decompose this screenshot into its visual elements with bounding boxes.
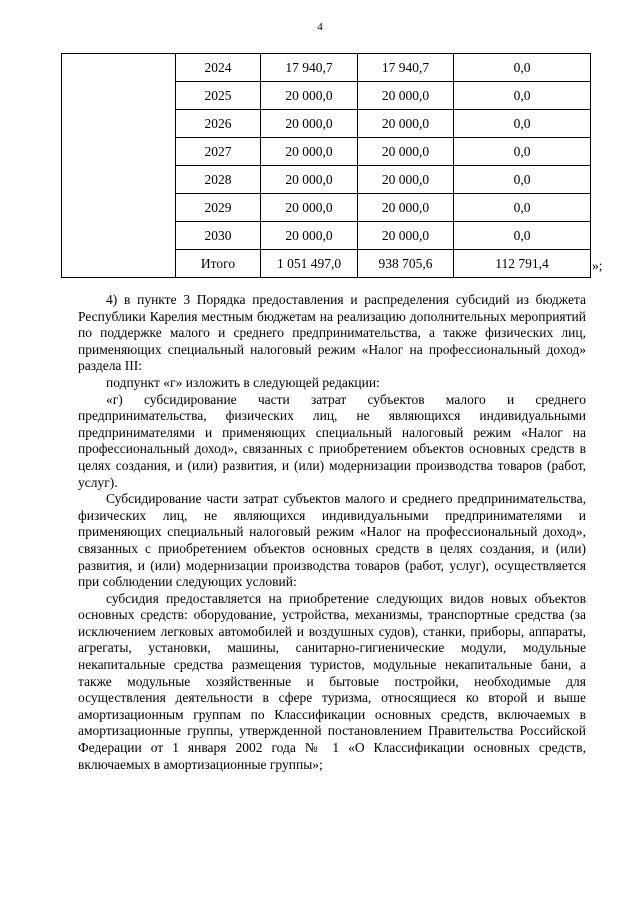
closing-quote: »;: [592, 258, 603, 273]
value-cell: 20 000,0: [358, 110, 454, 138]
value-cell: 20 000,0: [358, 82, 454, 110]
value-cell: 20 000,0: [358, 194, 454, 222]
budget-table: [61, 53, 591, 278]
value-cell: 938 705,6: [358, 250, 454, 278]
value-cell: 0,0: [454, 194, 591, 222]
empty-cell: [62, 54, 176, 278]
year-cell: 2029: [176, 194, 261, 222]
value-cell: 17 940,7: [261, 54, 358, 82]
value-cell: 0,0: [454, 82, 591, 110]
value-cell: 20 000,0: [261, 82, 358, 110]
value-cell: 0,0: [454, 110, 591, 138]
year-cell: 2028: [176, 166, 261, 194]
paragraph: «г) субсидирование части затрат субъектов малого и среднего предпринимательства, физических лиц, не являющихся индивидуальными предпринимателями и применяющих специальный налоговый режим «Налог на профессиональный доход», связанных с приобретением объектов основных средств в целях создания, и (или) развития, и (или) модернизации производства товаров (работ, услуг).: [78, 391, 586, 490]
value-cell: 20 000,0: [358, 138, 454, 166]
value-cell: 20 000,0: [261, 166, 358, 194]
value-cell: 20 000,0: [261, 194, 358, 222]
year-cell: 2026: [176, 110, 261, 138]
value-cell: 20 000,0: [261, 110, 358, 138]
year-cell: 2027: [176, 138, 261, 166]
year-cell: 2024: [176, 54, 261, 82]
value-cell: 0,0: [454, 138, 591, 166]
document-text: [78, 292, 586, 773]
paragraph: подпункт «г» изложить в следующей редакции:: [106, 374, 380, 390]
paragraph: субсидия предоставляется на приобретение следующих видов новых объектов основных средств: оборудование, устройства, механизмы, транспортные средства (за исключением легковых автомобилей и воздушных судов), станки, приборы, аппараты, агрегаты, установки, машины, санитарно-гигиенические модули, модульные некапитальные средства размещения туристов, модульные некапитальные бани, а также модульные хозяйственные и бытовые постройки, необходимые для осуществления деятельности в сфере туризма, относящиеся ко второй и выше амортизационным группам по Классификации основных средств, включаемых в амортизационные группы, утвержденной постановлением Правительства Российской Федерации от 1 января 2002 года № 1 «О Классификации основных средств, включаемых в амортизационные группы»;: [78, 590, 586, 772]
page-number: 4: [317, 21, 323, 33]
value-cell: 1 051 497,0: [261, 250, 358, 278]
value-cell: 20 000,0: [261, 138, 358, 166]
value-cell: 20 000,0: [358, 222, 454, 250]
paragraph: Субсидирование части затрат субъектов малого и среднего предпринимательства, физических лиц, не являющихся индивидуальными предпринимателями и применяющих специальный налоговый режим «Налог на профессиональный доход», связанных с приобретением объектов основных средств в целях создания, и (или) развития, и (или) модернизации производства товаров (работ, услуг), осуществляется при соблюдении следующих условий:: [78, 491, 586, 590]
year-cell: Итого: [176, 250, 261, 278]
value-cell: 20 000,0: [261, 222, 358, 250]
value-cell: 20 000,0: [358, 166, 454, 194]
year-cell: 2025: [176, 82, 261, 110]
value-cell: 17 940,7: [358, 54, 454, 82]
table-row: [62, 54, 591, 82]
value-cell: 112 791,4: [454, 250, 591, 278]
value-cell: 0,0: [454, 222, 591, 250]
value-cell: 0,0: [454, 54, 591, 82]
year-cell: 2030: [176, 222, 261, 250]
value-cell: 0,0: [454, 166, 591, 194]
paragraph: 4) в пункте 3 Порядка предоставления и распределения субсидий из бюджета Республики Карелия местным бюджетам на реализацию дополнительных мероприятий по поддержке малого и среднего предпринимательства, а также физических лиц, применяющих специальный налоговый режим «Налог на профессиональный доход» раздела III:: [78, 292, 586, 374]
